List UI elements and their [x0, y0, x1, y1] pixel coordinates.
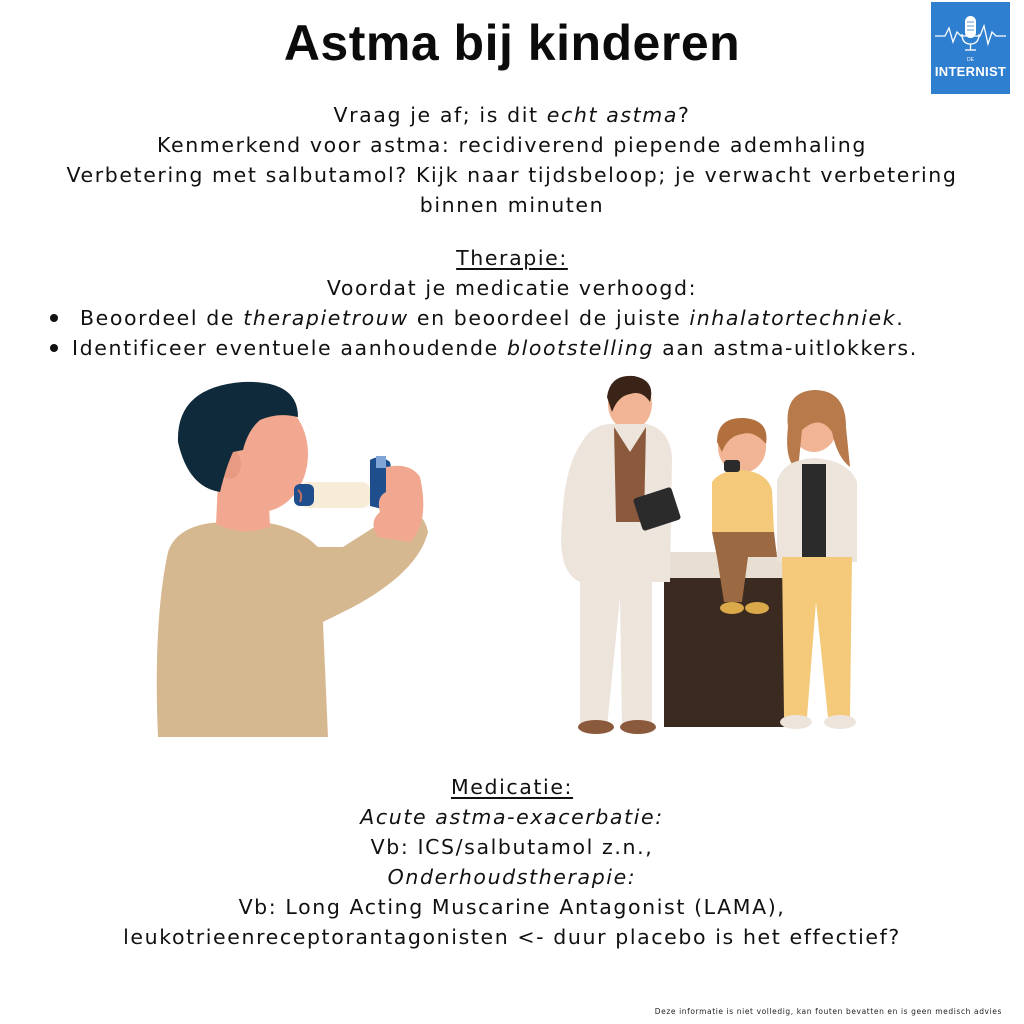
medication-section	[0, 772, 1024, 952]
bullet-2-text-b: aan astma-uitlokkers.	[654, 336, 918, 360]
acute-label: Acute astma-exacerbatie:	[360, 805, 664, 829]
doctor-child-mother-illustration	[552, 372, 872, 747]
disclaimer-text: Deze informatie is niet volledig, kan fouten bevatten en is geen medisch advies	[654, 1007, 1002, 1016]
logo-text: INTERNIST	[934, 64, 1007, 79]
page-title: Astma bij kinderen	[283, 15, 741, 71]
intro-line-4: binnen minuten	[419, 193, 605, 217]
bullet-1-emphasis-a: therapietrouw	[243, 306, 409, 330]
intro-line-1	[0, 100, 1024, 130]
medication-heading: Medicatie:	[450, 775, 574, 799]
intro-line-1-suffix: ?	[678, 103, 691, 127]
acute-example: Vb: ICS/salbutamol z.n.,	[370, 835, 654, 859]
microphone-icon	[931, 2, 1010, 94]
intro-line-2: Kenmerkend voor astma: recidiverend piepende ademhaling	[156, 133, 868, 157]
therapy-bullet-1	[46, 303, 918, 333]
intro-line-1-emphasis: echt astma	[546, 103, 679, 127]
therapy-subheading: Voordat je medicatie verhoogd:	[326, 276, 698, 300]
intro-section	[0, 100, 1024, 220]
maintenance-example-1: Vb: Long Acting Muscarine Antagonist (LAMA),	[238, 895, 786, 919]
therapy-bullet-list	[46, 303, 918, 363]
bullet-1-text-a: Beoordeel de	[80, 306, 244, 330]
maintenance-example-2: leukotrieenreceptorantagonisten <- duur placebo is het effectief?	[123, 925, 901, 949]
therapy-heading: Therapie:	[456, 246, 568, 270]
maintenance-label: Onderhoudstherapie:	[387, 865, 637, 889]
therapy-bullet-2	[46, 333, 918, 363]
bullet-2-emphasis: blootstelling	[506, 336, 655, 360]
bullet-1-emphasis-b: inhalatortechniek	[689, 306, 897, 330]
intro-line-1-prefix: Vraag je af; is dit	[333, 103, 547, 127]
person-using-inhaler-illustration	[148, 372, 448, 742]
intro-line-3: Verbetering met salbutamol? Kijk naar tijdsbeloop; je verwacht verbetering	[66, 163, 958, 187]
bullet-1-text-c: .	[896, 306, 905, 330]
logo-subtext: DE	[967, 57, 974, 63]
bullet-1-text-b: en beoordeel de juiste	[408, 306, 690, 330]
therapy-section	[0, 243, 1024, 303]
bullet-2-text-a: Identificeer eventuele aanhoudende	[72, 336, 507, 360]
internist-logo	[931, 2, 1010, 94]
